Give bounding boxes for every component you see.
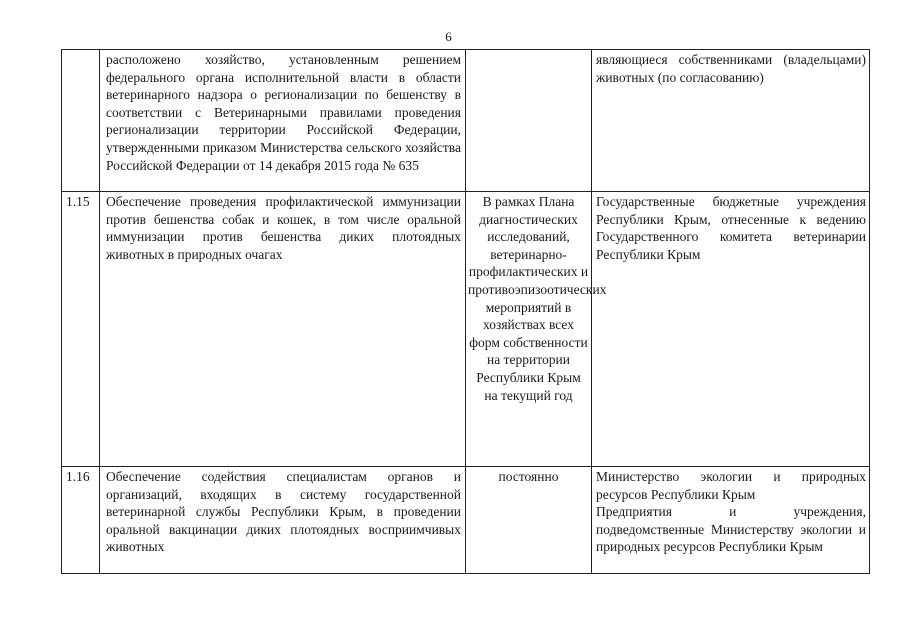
table-row <box>62 192 870 467</box>
measure-term <box>466 50 592 192</box>
responsible-line: Министерство экологии и природных ресурсов Республики Крым <box>596 469 866 502</box>
measure-description: Обеспечение содействия специалистам органов и организаций, входящих в систему государственной ветеринарной службы Республики Крым, в проведении оральной вакцинации диких плотоядных восприимчивых животных <box>100 467 466 574</box>
responsible-line: Предприятия и учреждения, подведомственные Министерству экологии и природных ресурсов Республики Крым <box>596 504 866 555</box>
measures-table <box>61 49 870 574</box>
measure-description: расположено хозяйство, установленным решением федерального органа исполнительной власти в области ветеринарного надзора о регионализации по бешенству в соответствии с Ветеринарными правилами проведения регионализации территории Российской Федерации, утвержденными приказом Министерства сельского хозяйства Российской Федерации от 14 декабря 2015 года № 635 <box>100 50 466 192</box>
measure-responsible <box>592 50 870 192</box>
measure-responsible <box>592 467 870 574</box>
row-number <box>62 50 100 192</box>
page-number: 6 <box>445 29 452 44</box>
measure-term: В рамках Плана диагностических исследований, ветеринарно-профилактических и противоэпизоотических мероприятий в хозяйствах всех форм собственности на территории Республики Крым на текущий год <box>466 192 592 467</box>
responsible-line: Государственные бюджетные учреждения Республики Крым, отнесенные к ведению Государственного комитета ветеринарии Республики Крым <box>596 194 866 262</box>
measure-term: постоянно <box>466 467 592 574</box>
table-row <box>62 467 870 574</box>
measure-responsible <box>592 192 870 467</box>
table-row <box>62 50 870 192</box>
measure-description: Обеспечение проведения профилактической иммунизации против бешенства собак и кошек, в том числе оральной иммунизации против бешенства диких плотоядных животных в природных очагах <box>100 192 466 467</box>
row-number: 1.15 <box>62 192 100 467</box>
responsible-line: являющиеся собственниками (владельцами) животных (по согласованию) <box>596 52 866 85</box>
row-number: 1.16 <box>62 467 100 574</box>
